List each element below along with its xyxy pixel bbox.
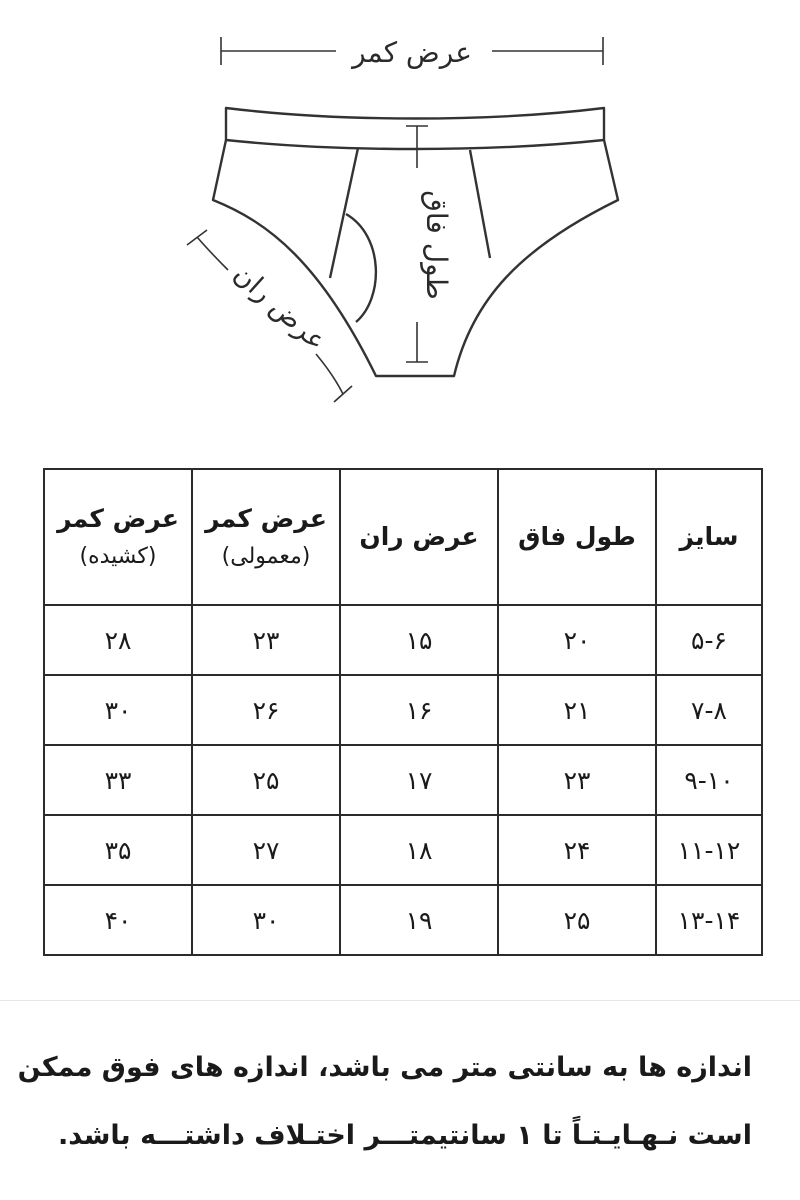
cell-waist-normal: ۲۶	[192, 675, 340, 745]
cell-size: ۵-۶	[656, 605, 762, 675]
leg-length-label: طول فاق	[420, 190, 453, 300]
table-row	[44, 675, 762, 745]
cell-thigh-width: ۱۷	[340, 745, 498, 815]
cell-waist-stretched: ۳۵	[44, 815, 192, 885]
size-diagram	[0, 0, 800, 440]
table-row	[44, 605, 762, 675]
waist-label: عرض کمر	[352, 36, 472, 69]
table-header-row	[44, 469, 762, 605]
cell-leg-length: ۲۳	[498, 745, 656, 815]
cell-thigh-width: ۱۵	[340, 605, 498, 675]
measurement-note	[17, 1048, 752, 1184]
header-waist-normal: عرض کمر (معمولی)	[192, 469, 340, 605]
cell-waist-normal: ۳۰	[192, 885, 340, 955]
cell-size: ۱۱-۱۲	[656, 815, 762, 885]
cell-leg-length: ۲۰	[498, 605, 656, 675]
cell-leg-length: ۲۵	[498, 885, 656, 955]
thigh-label: عرض ران	[227, 258, 332, 357]
header-waist-stretched: عرض کمر (کشیده)	[44, 469, 192, 605]
table-row	[44, 815, 762, 885]
cell-thigh-width: ۱۶	[340, 675, 498, 745]
cell-waist-stretched: ۳۰	[44, 675, 192, 745]
brief-outline	[213, 108, 618, 376]
cell-waist-stretched: ۲۸	[44, 605, 192, 675]
cell-thigh-width: ۱۸	[340, 815, 498, 885]
cell-size: ۹-۱۰	[656, 745, 762, 815]
note-line-1: اندازه ها به سانتی متر می باشد، اندازه های فوق ممکن	[17, 1052, 752, 1083]
cell-thigh-width: ۱۹	[340, 885, 498, 955]
size-table	[43, 468, 763, 956]
cell-leg-length: ۲۱	[498, 675, 656, 745]
cell-waist-normal: ۲۳	[192, 605, 340, 675]
table-row	[44, 745, 762, 815]
cell-size: ۷-۸	[656, 675, 762, 745]
header-size: سایز	[656, 469, 762, 605]
table-row	[44, 885, 762, 955]
header-leg-length: طول فاق	[498, 469, 656, 605]
cell-waist-normal: ۲۷	[192, 815, 340, 885]
cell-leg-length: ۲۴	[498, 815, 656, 885]
header-thigh-width: عرض ران	[340, 469, 498, 605]
cell-size: ۱۳-۱۴	[656, 885, 762, 955]
section-divider	[0, 1000, 800, 1001]
cell-waist-stretched: ۳۳	[44, 745, 192, 815]
note-line-2: است نـهـایـتـاً تا ۱ سانتیمتـــر اختـلاف داشتـــه باشد.	[58, 1120, 752, 1151]
cell-waist-stretched: ۴۰	[44, 885, 192, 955]
cell-waist-normal: ۲۵	[192, 745, 340, 815]
